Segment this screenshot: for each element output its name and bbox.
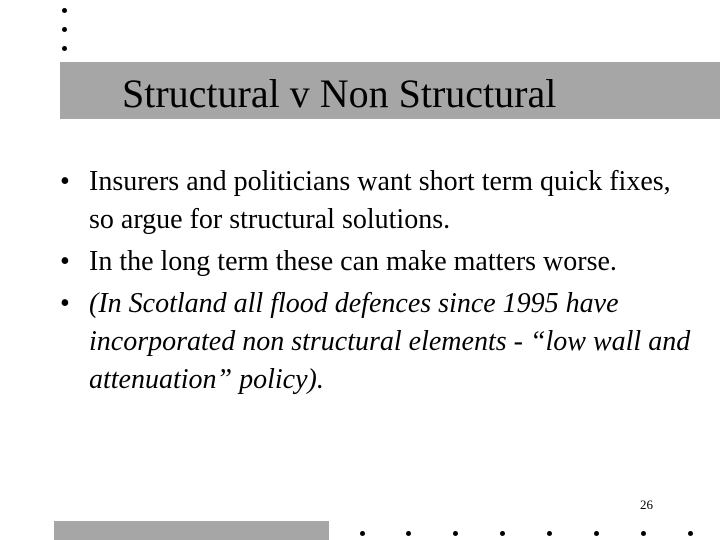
decorative-dot (688, 531, 693, 536)
bullet-list (60, 163, 700, 403)
page-number: 26 (640, 497, 653, 512)
bullet-item (60, 163, 700, 239)
decorative-dot (594, 531, 599, 536)
decorative-dot (500, 531, 505, 536)
decorative-dot (62, 46, 67, 51)
decorative-dot (641, 531, 646, 536)
slide-title: Structural v Non Structural (122, 71, 557, 116)
decorative-dot (62, 8, 67, 13)
bullet-text: (In Scotland all flood defences since 1995 have incorporated non structural elements - “low wall and attenuation” policy). (89, 288, 691, 395)
decorative-dot (360, 531, 365, 536)
bullet-text: Insurers and politicians want short term quick fixes, so argue for structural solutions. (89, 166, 671, 235)
bullet-marker: • (60, 166, 70, 197)
footer-bar (54, 521, 329, 540)
decorative-dot (62, 27, 67, 32)
bullet-marker: • (60, 288, 70, 319)
decorative-dot (547, 531, 552, 536)
decorative-dot (406, 531, 411, 536)
bullet-item (60, 285, 700, 399)
bullet-text: In the long term these can make matters worse. (89, 246, 617, 277)
bullet-item (60, 243, 700, 281)
bullet-marker: • (60, 246, 70, 277)
decorative-dot (453, 531, 458, 536)
